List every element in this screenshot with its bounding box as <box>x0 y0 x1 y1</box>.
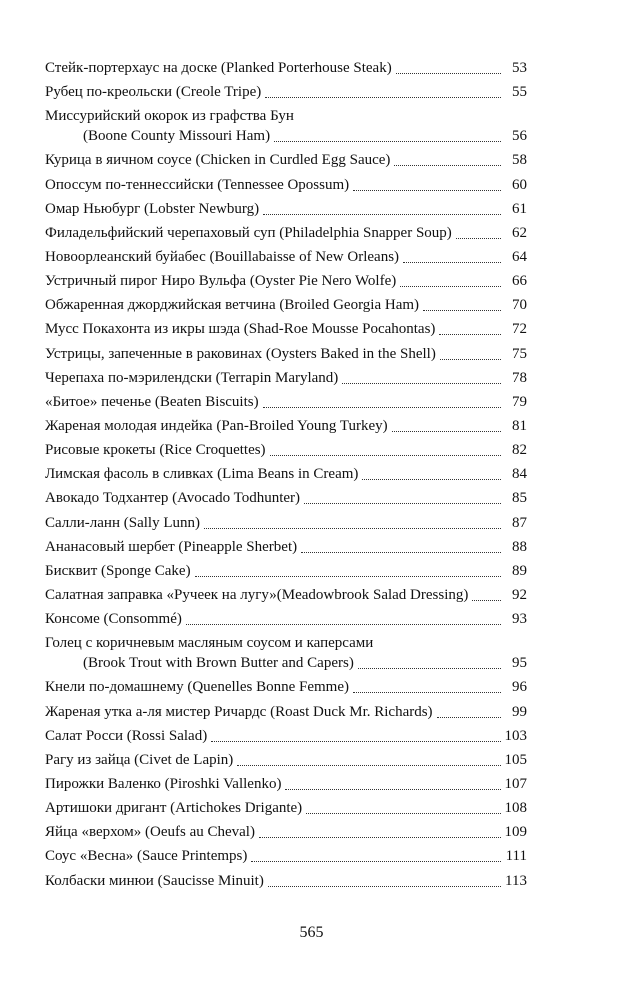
toc-entry-page: 70 <box>512 297 527 314</box>
dot-leader <box>403 262 501 263</box>
toc-entry-title: Ананасовый шербет (Pineapple Sherbet) <box>45 538 298 555</box>
toc-entry-page: 81 <box>512 417 527 434</box>
toc-entry <box>45 822 527 842</box>
dot-leader <box>342 383 501 384</box>
toc-entry-page: 99 <box>512 703 527 720</box>
toc-entry-title: Рагу из зайца (Civet de Lapin) <box>45 751 234 768</box>
toc-entry <box>45 319 527 339</box>
toc-entry <box>45 368 527 388</box>
dot-leader <box>186 624 501 625</box>
toc-entry <box>45 537 527 557</box>
toc-entry <box>45 344 527 364</box>
dot-leader <box>423 310 501 311</box>
toc-entry-title: Артишоки дригант (Artichokes Drigante) <box>45 800 303 817</box>
toc-entry-title: Жареная утка а-ля мистер Ричардс (Roast Duck Mr. Richards) <box>45 703 433 720</box>
dot-leader <box>211 741 500 742</box>
dot-leader <box>400 286 501 287</box>
dot-leader <box>440 359 501 360</box>
page-number: 565 <box>299 924 324 941</box>
toc-entry <box>45 106 527 146</box>
toc-entry-page: 72 <box>512 321 527 338</box>
dot-leader <box>265 97 501 98</box>
toc-entry-page: 92 <box>512 586 527 603</box>
dot-leader <box>268 886 501 887</box>
toc-entry-title: Рубец по-креольски (Creole Tripe) <box>45 84 262 101</box>
toc-entry-page: 108 <box>504 800 527 817</box>
toc-entry <box>45 702 527 722</box>
toc-entry <box>45 199 527 219</box>
dot-leader <box>195 576 501 577</box>
toc-entry-page: 109 <box>504 824 527 841</box>
toc-entry-title: Рисовые крокеты (Rice Croquettes) <box>45 442 266 459</box>
toc-entry-page: 78 <box>512 369 527 386</box>
dot-leader <box>270 455 501 456</box>
toc-entry-title: Стейк-портерхаус на доске (Planked Porterhouse Steak) <box>45 60 392 76</box>
toc-entry <box>45 488 527 508</box>
toc-entry-page: 53 <box>512 60 527 76</box>
toc-entry-page: 111 <box>505 848 527 865</box>
toc-entry <box>45 846 527 866</box>
dot-leader <box>353 692 501 693</box>
toc-entry-title: Яйца «верхом» (Oeufs au Cheval) <box>45 824 255 841</box>
toc-entry-page: 95 <box>512 655 527 672</box>
dot-leader <box>456 238 501 239</box>
toc-entry-title: Устричный пирог Ниро Вульфа (Oyster Pie Nero Wolfe) <box>45 273 397 290</box>
toc-entry <box>45 585 527 605</box>
dot-leader <box>396 73 501 74</box>
toc-entry <box>45 416 527 436</box>
dot-leader <box>439 334 501 335</box>
toc-entry <box>45 175 527 195</box>
dot-leader <box>263 407 501 408</box>
toc-entry-title: Филадельфийский черепаховый суп (Philadelphia Snapper Soup) <box>45 224 452 241</box>
toc-entry-title: Омар Ньюбург (Lobster Newburg) <box>45 200 260 217</box>
toc-entry-title: Новоорлеанский буйабес (Bouillabaisse of New Orleans) <box>45 248 400 265</box>
dot-leader <box>251 861 501 862</box>
toc-entry <box>45 82 527 102</box>
toc-entry <box>45 871 527 891</box>
toc-entry-title: Обжаренная джорджийская ветчина (Broiled Georgia Ham) <box>45 297 420 314</box>
toc-entry-page: 105 <box>504 751 527 768</box>
toc-entry-page: 62 <box>512 224 527 241</box>
dot-leader <box>306 813 500 814</box>
dot-leader <box>304 503 501 504</box>
toc-entry-page: 64 <box>512 248 527 265</box>
toc-entry <box>45 633 527 673</box>
dot-leader <box>392 431 501 432</box>
dot-leader <box>285 789 500 790</box>
toc-entry <box>45 774 527 794</box>
toc-entry <box>45 58 527 78</box>
toc-entry <box>45 271 527 291</box>
toc-entry-title: Мусс Покахонта из икры шэда (Shad-Roe Mousse Pocahontas) <box>45 321 436 338</box>
toc-entry-page: 61 <box>512 200 527 217</box>
toc-entry-title-line1: Голец с коричневым масляным соусом и каперсами <box>45 635 374 652</box>
toc-entry-title: Пирожки Валенко (Piroshki Vallenko) <box>45 775 282 792</box>
table-of-contents <box>45 58 527 895</box>
toc-entry-page: 88 <box>512 538 527 555</box>
dot-leader <box>394 165 501 166</box>
toc-entry-title: Авокадо Тодхантер (Avocado Todhunter) <box>45 490 301 507</box>
dot-leader <box>472 600 501 601</box>
toc-entry <box>45 440 527 460</box>
toc-entry-title: Жареная молодая индейка (Pan-Broiled Young Turkey) <box>45 417 388 434</box>
toc-entry-title: Кнели по-домашнему (Quenelles Bonne Femme) <box>45 679 349 696</box>
toc-entry-title: Бисквит (Sponge Cake) <box>45 562 191 579</box>
dot-leader <box>259 837 501 838</box>
toc-entry-page: 66 <box>512 273 527 290</box>
toc-entry <box>45 295 527 315</box>
toc-entry <box>45 223 527 243</box>
toc-entry-title: Салат Росси (Rossi Salad) <box>45 727 208 744</box>
toc-entry-title: Лимская фасоль в сливках (Lima Beans in Cream) <box>45 466 359 483</box>
toc-entry-page: 103 <box>504 727 527 744</box>
toc-entry <box>45 750 527 770</box>
dot-leader <box>353 190 501 191</box>
toc-entry-page: 56 <box>512 128 527 145</box>
toc-entry-page: 58 <box>512 152 527 169</box>
toc-entry-page: 84 <box>512 466 527 483</box>
dot-leader <box>204 528 501 529</box>
toc-entry-page: 93 <box>512 611 527 628</box>
toc-entry-page: 82 <box>512 442 527 459</box>
toc-entry-title: Опоссум по-теннессийски (Tennessee Opossum) <box>45 176 350 193</box>
dot-leader <box>358 668 501 669</box>
toc-entry <box>45 464 527 484</box>
dot-leader <box>274 141 501 142</box>
toc-entry-title: Черепаха по-мэрилендски (Terrapin Maryland) <box>45 369 339 386</box>
toc-entry-title: Консоме (Consommé) <box>45 611 182 628</box>
toc-entry-title: Салли-ланн (Sally Lunn) <box>45 514 200 531</box>
dot-leader <box>301 552 501 553</box>
dot-leader <box>362 479 501 480</box>
toc-entry-page: 96 <box>512 679 527 696</box>
toc-entry-line2 <box>45 653 527 673</box>
toc-entry-title: Устрицы, запеченные в раковинах (Oysters Baked in the Shell) <box>45 345 436 362</box>
toc-entry-page: 55 <box>512 84 527 101</box>
toc-entry <box>45 798 527 818</box>
toc-entry <box>45 513 527 533</box>
toc-entry <box>45 609 527 629</box>
toc-entry-page: 113 <box>505 872 527 889</box>
toc-entry <box>45 677 527 697</box>
toc-entry-title: Соус «Весна» (Sauce Printemps) <box>45 848 248 865</box>
toc-entry-title: Салатная заправка «Ручеек на лугу»(Meadowbrook Salad Dressing) <box>45 586 469 603</box>
dot-leader <box>437 717 501 718</box>
toc-entry <box>45 392 527 412</box>
toc-entry-page: 89 <box>512 562 527 579</box>
toc-entry-line2 <box>45 126 527 146</box>
toc-entry-page: 107 <box>504 775 527 792</box>
toc-entry-page: 85 <box>512 490 527 507</box>
toc-entry-title: «Битое» печенье (Beaten Biscuits) <box>45 393 259 410</box>
toc-entry-page: 79 <box>512 393 527 410</box>
toc-entry-title: Колбаски минюи (Saucisse Minuit) <box>45 872 264 889</box>
toc-entry-title: Курица в яичном соусе (Chicken in Curdled Egg Sauce) <box>45 152 391 169</box>
toc-entry-page: 87 <box>512 514 527 531</box>
toc-entry <box>45 247 527 267</box>
toc-entry-page: 60 <box>512 176 527 193</box>
toc-entry-title: (Brook Trout with Brown Butter and Capers) <box>83 655 354 672</box>
dot-leader <box>263 214 501 215</box>
toc-entry <box>45 561 527 581</box>
toc-entry-page: 75 <box>512 345 527 362</box>
dot-leader <box>237 765 500 766</box>
toc-entry <box>45 726 527 746</box>
toc-entry-title-line1: Миссурийский окорок из графства Бун <box>45 108 294 125</box>
toc-entry <box>45 150 527 170</box>
toc-entry-title: (Boone County Missouri Ham) <box>83 128 271 145</box>
